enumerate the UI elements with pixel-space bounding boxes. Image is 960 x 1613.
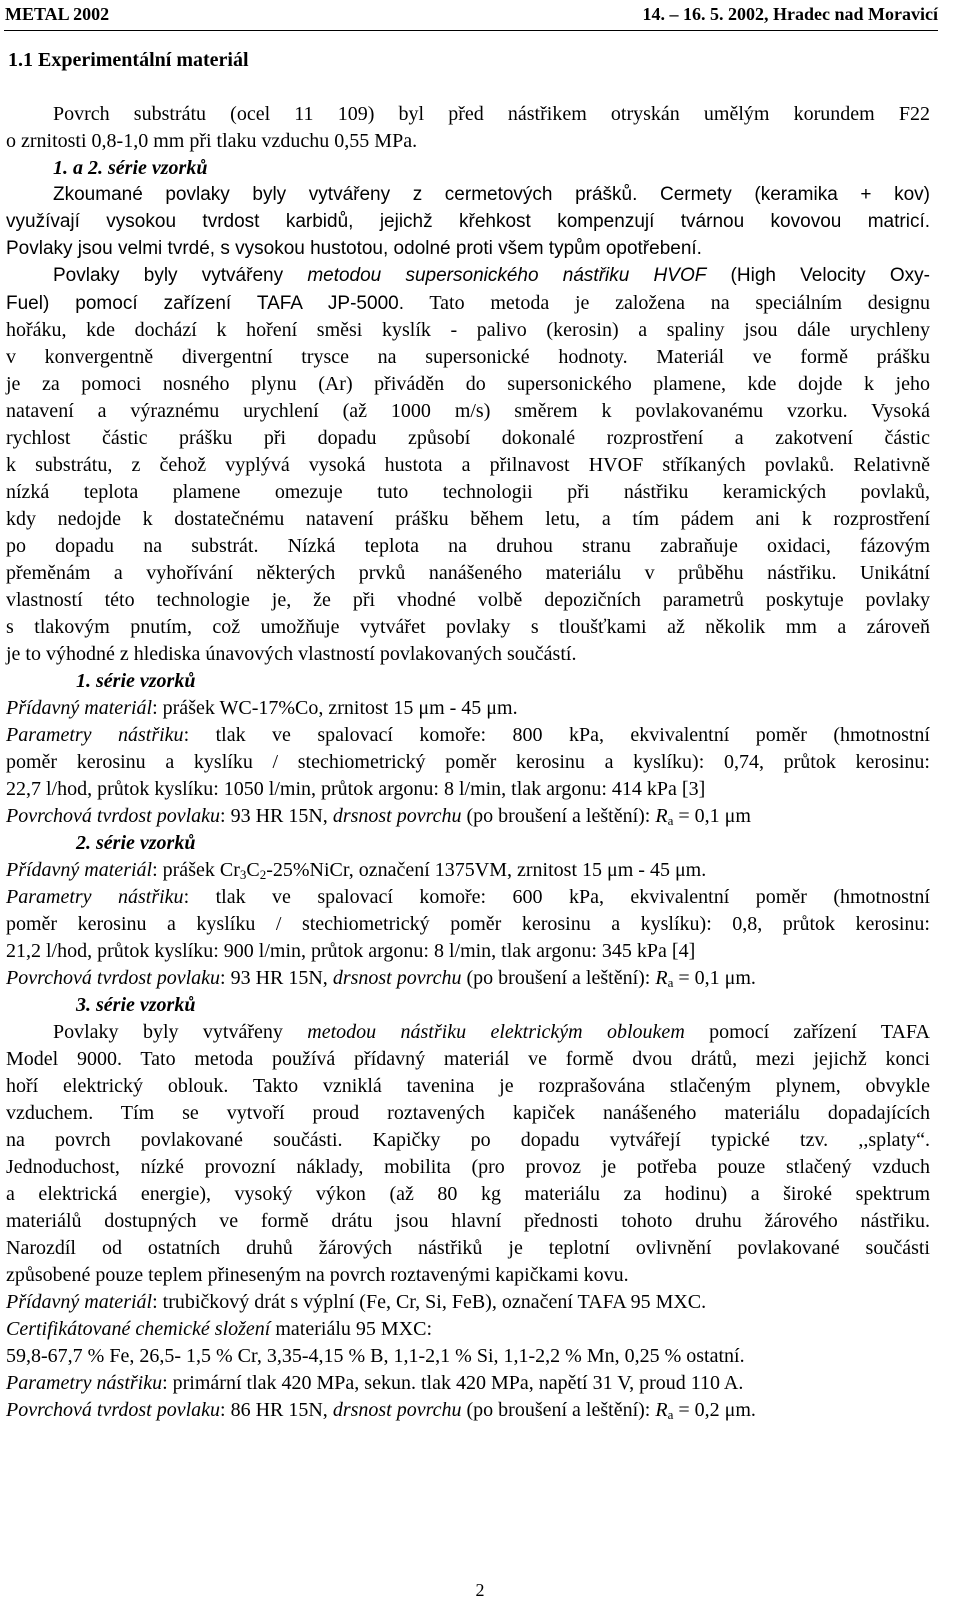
paragraph-line: Jednoduchost, nízké provozní náklady, mobilita (pro provoz je potřeba pouze stlačený vzduch	[6, 1156, 930, 1178]
material-line: Přídavný materiál: trubičkový drát s výplní (Fe, Cr, Si, FeB), označení TAFA 95 MXC.	[6, 1291, 707, 1313]
hardness-line: Povrchová tvrdost povlaku: 93 HR 15N, drsnost povrchu (po broušení a leštění): $R_a = 0,1$ μm	[6, 805, 751, 828]
parameters-line: poměr kerosinu a kyslíku / stechiometrický poměr kerosinu a kyslíku): 0,8, průtok kerosinu:	[6, 913, 930, 935]
subsection-heading: 1. série vzorků	[76, 670, 196, 692]
parameters-line: poměr kerosinu a kyslíku / stechiometrický poměr kerosinu a kyslíku): 0,74, průtok kerosinu:	[6, 751, 930, 773]
paragraph-line: využívají vysokou tvrdost karbidů, jejichž křehkost kompenzují tvárnou kovovou matricí.	[6, 211, 930, 232]
paragraph-line: hoří elektrický oblouk. Takto vzniklá tavenina je rozprašována stlačeným plynem, obvykle	[6, 1075, 930, 1097]
paragraph-line: je za pomoci nosného plynu (Ar) přiváděn do supersonického plamene, kde dojde k jeho	[6, 373, 930, 395]
composition-line: 59,8-67,7 % Fe, 26,5- 1,5 % Cr, 3,35-4,15 % B, 1,1-2,1 % Si, 1,1-2,2 % Mn, 0,25 % ostatní.	[6, 1345, 745, 1367]
section-heading: 1.1 Experimentální materiál	[8, 49, 249, 71]
parameters-line: Parametry nástřiku: primární tlak 420 MPa, sekun. tlak 420 MPa, napětí 31 V, proud 110 A.	[6, 1372, 744, 1394]
paragraph-line: hořáku, kde dochází k hoření směsi kyslík - palivo (kerosin) a spaliny jsou dále urychleny	[6, 319, 930, 341]
paragraph-line: nízká teplota plamene omezuje tuto technologii při nástřiku keramických povlaků,	[6, 481, 930, 503]
header-conference: METAL 2002	[5, 4, 110, 24]
paragraph-line: a elektrická energie), vysoký výkon (až 80 kg materiálu za hodinu) a široké spektrum	[6, 1183, 930, 1205]
subsection-heading: 3. série vzorků	[76, 994, 196, 1016]
paragraph-line: natavení a výraznému urychlení (až 1000 m/s) směrem k povlakovanému vzorku. Vysoká	[6, 400, 930, 422]
paragraph-line: s tlakovým pnutím, což umožňuje vytvářet povlaky s tloušťkami až několik mm a zároveň	[6, 616, 930, 638]
subsection-heading: 1. a 2. série vzorků	[53, 157, 208, 179]
parameters-line: 22,7 l/hod, průtok kyslíku: 1050 l/min, průtok argonu: 8 l/min, tlak argonu: 414 kPa [3]	[6, 778, 706, 800]
paragraph-line: k substrátu, z čehož vyplývá vysoká hustota a přilnavost HVOF stříkaných povlaků. Relativně	[6, 454, 930, 476]
parameters-line: 21,2 l/hod, průtok kyslíku: 900 l/min, průtok argonu: 8 l/min, tlak argonu: 345 kPa [4]	[6, 940, 696, 962]
parameters-line: Parametry nástřiku: tlak ve spalovací komoře: 600 kPa, ekvivalentní poměr (hmotnostní	[6, 886, 930, 908]
paragraph-line: Povlaky byly vytvářeny metodou nástřiku elektrickým obloukem pomocí zařízení TAFA	[53, 1021, 930, 1043]
paragraph-line: Model 9000. Tato metoda používá přídavný materiál ve formě dvou drátů, mezi jejichž konci	[6, 1048, 930, 1070]
material-line: Přídavný materiál: prášek WC-17%Co, zrnitost 15 μm - 45 μm.	[6, 697, 518, 719]
parameters-line: Parametry nástřiku: tlak ve spalovací komoře: 800 kPa, ekvivalentní poměr (hmotnostní	[6, 724, 930, 746]
paragraph-line: vlastností této technologie je, že při vhodné volbě depozičních parametrů poskytuje povlaky	[6, 589, 930, 611]
paragraph-line: je to výhodné z hlediska únavových vlastností povlakovaných součástí.	[6, 643, 577, 665]
method-name: metodou nástřiku elektrickým obloukem	[307, 1021, 685, 1043]
hardness-line: Povrchová tvrdost povlaku: 93 HR 15N, drsnost povrchu (po broušení a leštění): $R_a = 0,1$ μm.	[6, 967, 756, 990]
hardness-line: Povrchová tvrdost povlaku: 86 HR 15N, drsnost povrchu (po broušení a leštění): $R_a = 0,2$ μm.	[6, 1399, 756, 1422]
page-number: 2	[475, 1580, 485, 1600]
paragraph-line: Povrch substrátu (ocel 11 109) byl před nástřikem otryskán umělým korundem F22	[53, 103, 930, 125]
paragraph-line: o zrnitosti 0,8-1,0 mm při tlaku vzduchu 0,55 MPa.	[6, 130, 418, 152]
paragraph-line: Povlaky jsou velmi tvrdé, s vysokou hustotou, odolné proti všem typům opotřebení.	[6, 238, 702, 259]
paragraph-line: Fuel) pomocí zařízení TAFA JP-5000. Tato metoda je založena na speciálním designu	[6, 292, 930, 314]
header-rule	[4, 30, 938, 31]
paragraph-line: po dopadu na substrát. Nízká teplota na druhou stranu zabraňuje oxidaci, fázovým	[6, 535, 930, 557]
subsection-heading: 2. série vzorků	[76, 832, 196, 854]
paragraph-line: způsobené pouze teplem přineseným na povrch roztavenými kapičkami kovu.	[6, 1264, 629, 1286]
material-line: Přídavný materiál: prášek $Cr_3C_2-25\%NiCr$, označení 1375VM, zrnitost 15 μm - 45 μm.	[6, 859, 707, 882]
paragraph-line: Povlaky byly vytvářeny metodou supersonického nástřiku HVOF (High Velocity Oxy-	[53, 265, 930, 286]
paragraph-line: vzduchem. Tím se vytvoří proud roztavených kapiček nanášeného materiálu dopadajících	[6, 1102, 930, 1124]
running-header	[5, 4, 938, 28]
method-name: metodou supersonického nástřiku HVOF	[307, 265, 707, 286]
composition-label-line: Certifikátované chemické složení materiálu 95 MXC:	[6, 1318, 432, 1340]
paragraph-line: v konvergentně divergentní trysce na supersonické hodnoty. Materiál ve formě prášku	[6, 346, 930, 368]
paragraph-line: Zkoumané povlaky byly vytvářeny z cermetových prášků. Cermety (keramika + kov)	[53, 184, 930, 205]
paragraph-line: přeměnám a vyhořívání některých prvků nanášeného materiálu v průběhu nástřiku. Unikátní	[6, 562, 930, 584]
header-date-place: 14. – 16. 5. 2002, Hradec nad Moravicí	[642, 4, 938, 24]
paragraph-line: kdy nedojde k dostatečnému natavení prášku během letu, a tím pádem ani k rozprostření	[6, 508, 930, 530]
paragraph-line: materiálů dostupných ve formě drátu jsou hlavní přednosti tohoto druhu žárového nástřiku.	[6, 1210, 930, 1232]
paragraph-line: na povrch povlakované součásti. Kapičky po dopadu vytvářejí typické tzv. ,,splaty“.	[6, 1129, 930, 1151]
paragraph-line: Narozdíl od ostatních druhů žárových nástřiků je teplotní ovlivnění povlakované součásti	[6, 1237, 930, 1259]
paragraph-line: rychlost částic prášku při dopadu způsobí dokonalé rozprostření a zakotvení částic	[6, 427, 930, 449]
